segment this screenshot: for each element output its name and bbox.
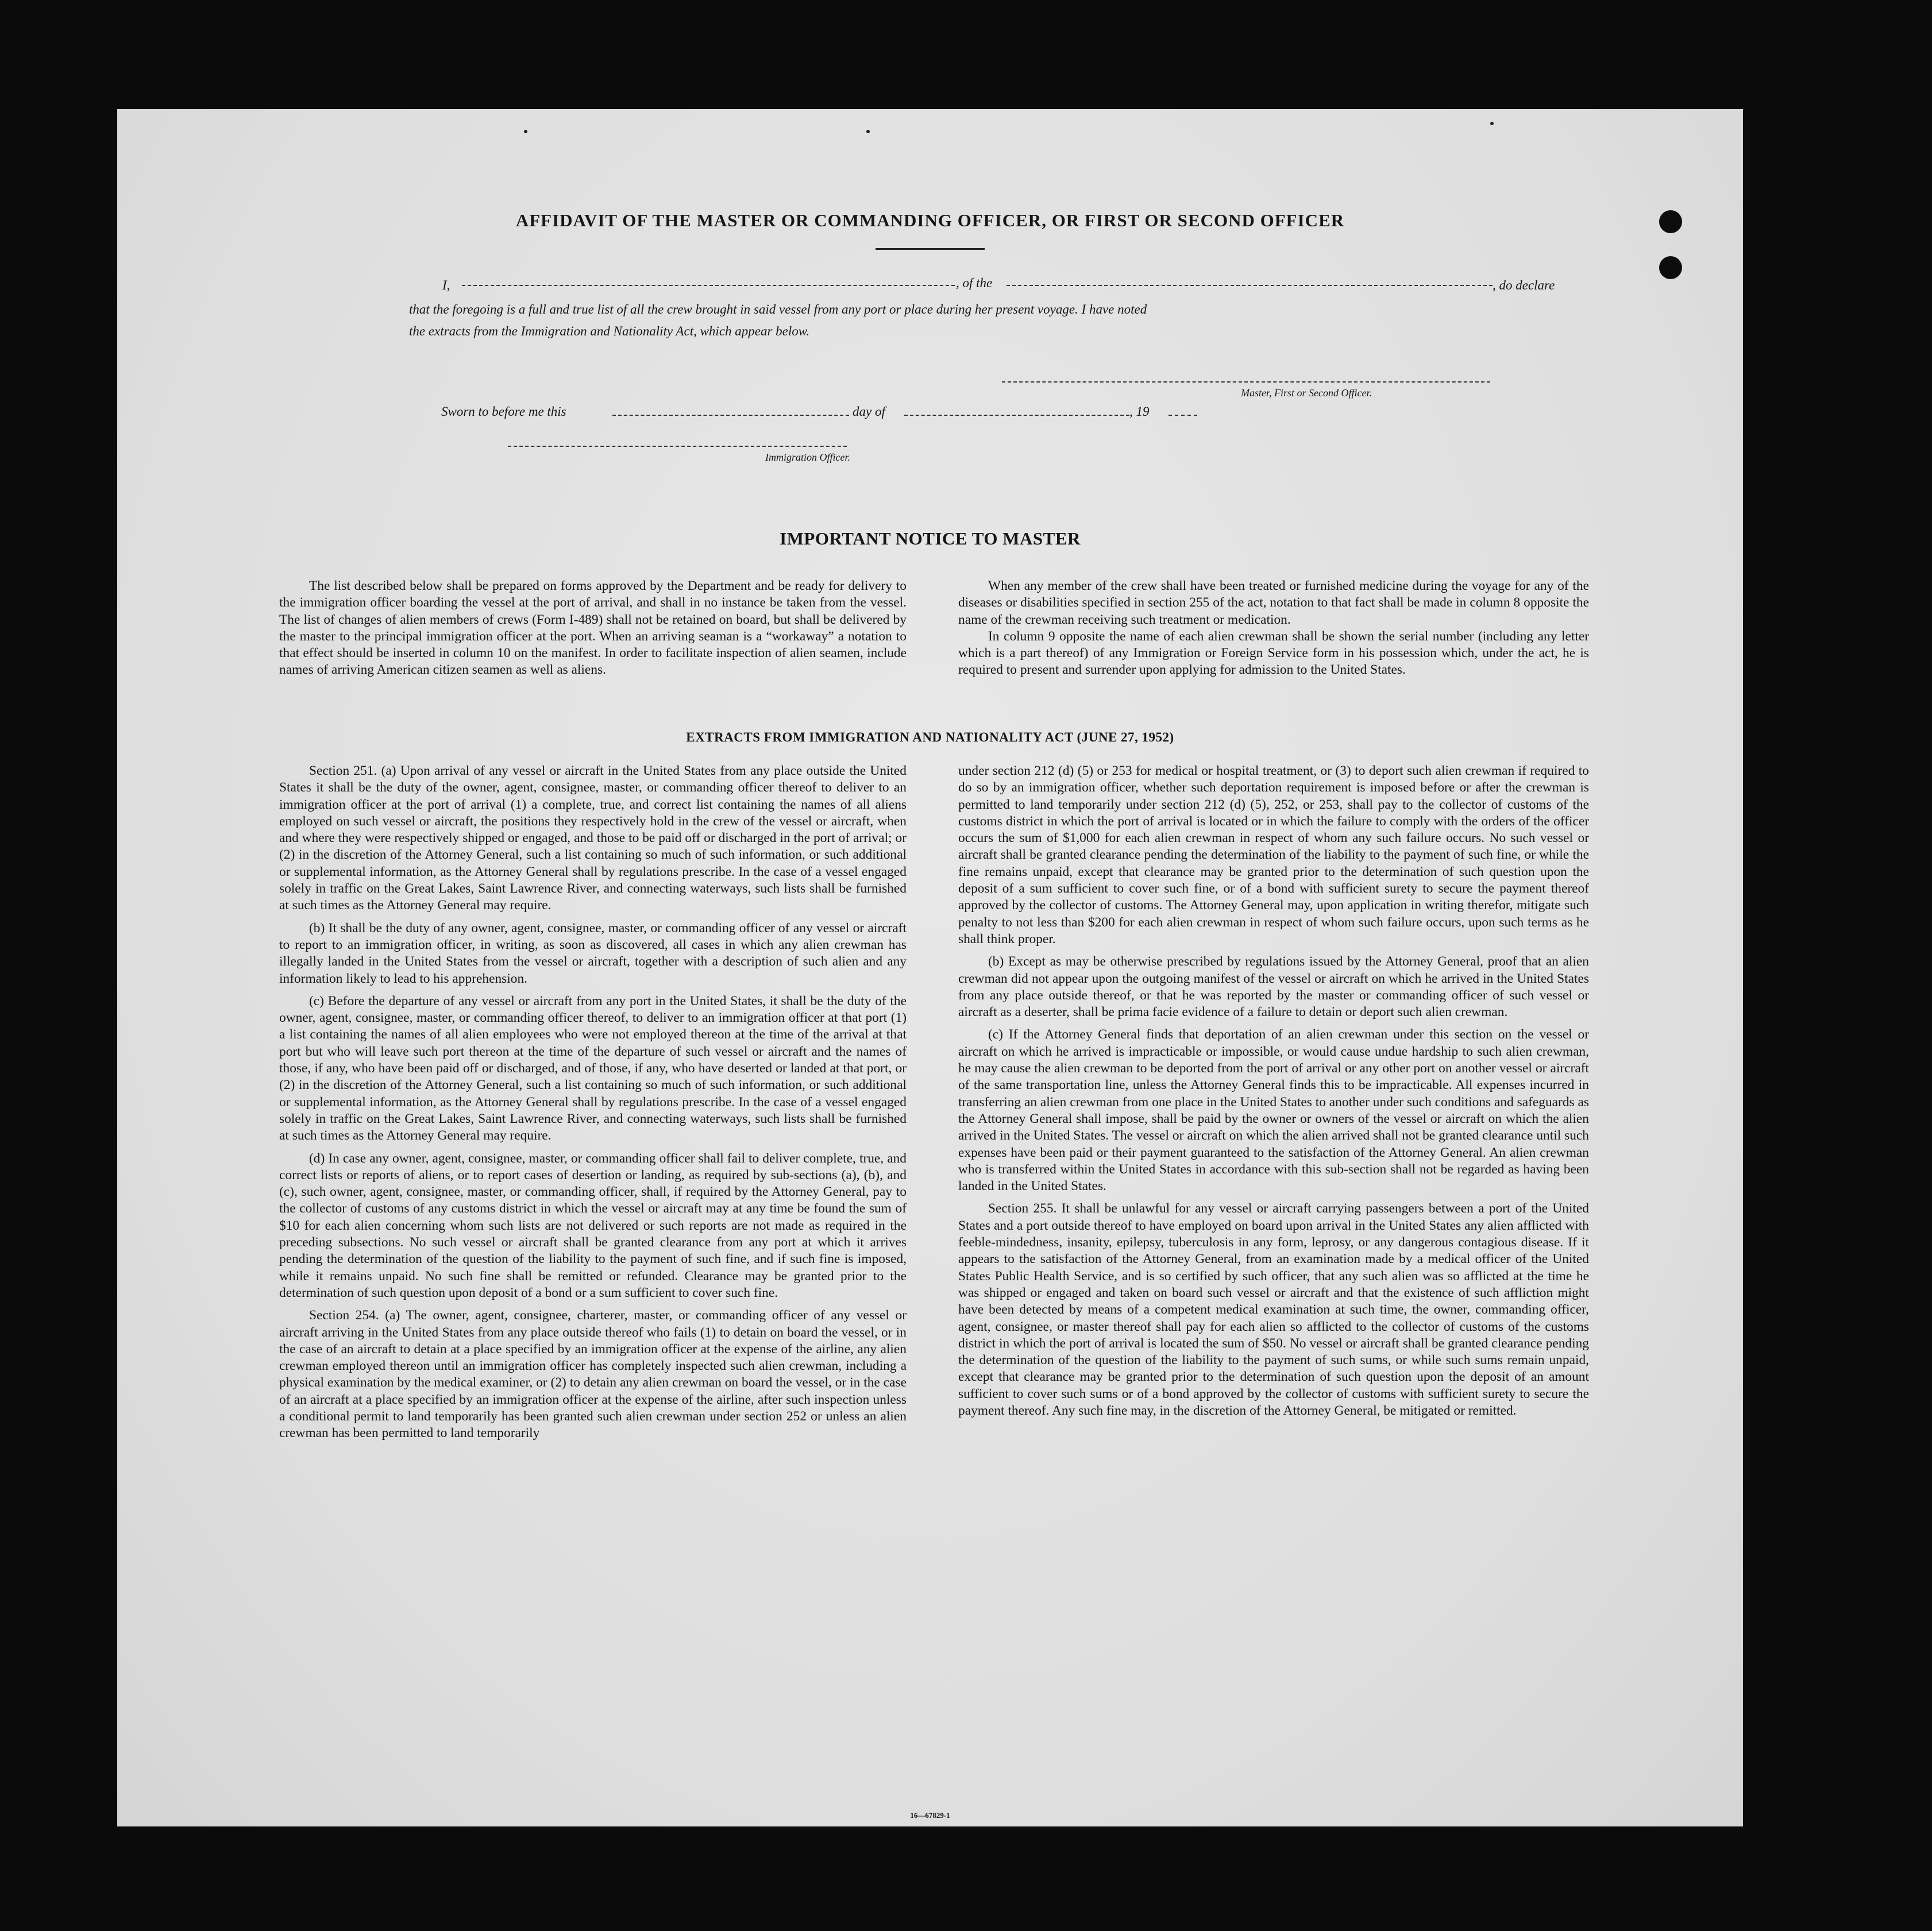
declaration-line-2: that the foregoing is a full and true list of all the crew brought in said vessel from any port or place during her present voyage. I have noted	[409, 302, 1147, 316]
notice-right-paragraph-2: In column 9 opposite the name of each alien crewman shall be shown the serial number (including any letter which is a part thereof) of any Immigration or Foreign Service form in his possession which, under the act, he is required to present and surrender upon applying for admission to the United States.	[958, 628, 1589, 678]
sworn-year-blank[interactable]	[1169, 415, 1197, 416]
extract-section-254c: (c) If the Attorney General finds that deportation of an alien crewman under this section on the vessel or aircraft on which he arrived is impracticable or impossible, or would cause undue hardship to such alien crewman, he may cause the alien crewman to be deported from the port of arrival or any other port on another vessel or aircraft of the same transportation line, unless the Attorney General finds this to be impracticable. All expenses incurred in transferring an alien crewman from one place in the United States to another under such conditions and safeguards as the Attorney General shall impose, shall be paid by the owner or owners of the vessel or aircraft on which the alien arrived in the United States. The vessel or aircraft on which the alien arrived shall not be granted clearance until such expenses have been paid or their payment guaranteed to the satisfaction of the Attorney General. An alien crewman who is transferred within the United States in accordance with this sub-section shall not be regarded as having been landed in the United States.	[958, 1027, 1589, 1194]
vessel-name-blank[interactable]	[1007, 285, 1493, 286]
sworn-label: Sworn to before me this	[441, 404, 566, 419]
extracts-title: EXTRACTS FROM IMMIGRATION AND NATIONALITY ACT (JUNE 27, 1952)	[686, 730, 1174, 744]
document-page	[117, 109, 1743, 1826]
extract-section-251a: Section 251. (a) Upon arrival of any vessel or aircraft in the United States from any place outside the United States it shall be the duty of the owner, agent, consignee, master, or commanding officer thereof to deliver to an immigration officer at the port of arrival (1) a complete, true, and correct list containing the names of all aliens employed on such vessel or aircraft, the positions they respectively hold in the crew of the vessel or aircraft, when and where they were respectively shipped or engaged, and those to be paid off or discharged in the port of arrival; or (2) in the discretion of the Attorney General, such a list containing so much of such information, or such additional or supplemental information, as the Attorney General shall by regulations prescribe. In the case of a vessel engaged solely in traffic on the Great Lakes, Saint Lawrence River, and connecting waterways, such lists shall be furnished at such times as the Attorney General may require.	[279, 763, 907, 913]
extract-section-251b: (b) It shall be the duty of any owner, agent, consignee, master, or commanding officer of any vessel or aircraft to report to an immigration officer, in writing, as soon as discovered, all cases in which any alien crewman has illegally landed in the United States from the vessel or aircraft, together with a description of such alien and any information likely to lead to his apprehension.	[279, 920, 907, 986]
notice-right-column	[958, 578, 1589, 685]
master-signature-line[interactable]	[1002, 381, 1490, 383]
extract-section-254a: Section 254. (a) The owner, agent, consignee, charterer, master, or commanding officer of any vessel or aircraft arriving in the United States from any place outside thereof who fails (1) to detain on board the vessel, or in the case of an aircraft to detain at a place specified by an immigration officer at the expense of the airline, any alien crewman employed thereon until an immigration officer has completely inspected such alien crewman, including a physical examination by the medical examiner, or (2) to detain any alien crewman on board the vessel, or in the case of an aircraft at a place specified by an immigration officer at the expense of the airline, after such inspection unless a conditional permit to land temporarily has been granted such alien crewman under section 252 or unless an alien crewman has been permitted to land temporarily	[279, 1308, 907, 1441]
do-declare-label: , do declare	[1493, 278, 1555, 292]
immigration-officer-label: Immigration Officer.	[765, 451, 850, 463]
speck	[866, 130, 870, 133]
notice-title: IMPORTANT NOTICE TO MASTER	[780, 528, 1081, 549]
sworn-month-blank[interactable]	[904, 415, 1129, 416]
extract-section-254a-continued: under section 212 (d) (5) or 253 for medical or hospital treatment, or (3) to deport such alien crewman if required to do so by an immigration officer, whether such deportation requirement is imposed before or after the crewman is permitted to land temporarily under section 212 (d) (5), 252, or 253, shall pay to the collector of customs of the customs district in which the port of arrival is located or in which the failure to comply with the orders of the officer occurs the sum of $1,000 for each alien crewman in respect of whom any such failure occurs. No such vessel or aircraft shall be granted clearance pending the determination of the liability to the payment of such fine, or while the fine remains unpaid, except that clearance may be granted prior to the determination of such question upon the deposit of a sum sufficient to cover such fine, or of a bond with sufficient surety to secure the payment thereof approved by the collector of customs. The Attorney General may, upon application in writing therefor, mitigate such penalty to not less than $200 for each alien crewman in respect of whom such failure occurs, upon such terms as he shall think proper.	[958, 763, 1589, 947]
extract-section-251d: (d) In case any owner, agent, consignee, master, or commanding officer shall fail to deliver complete, true, and correct lists or reports of aliens, or to report cases of desertion or landing, as required by sub-sections (a), (b), and (c), such owner, agent, consignee, master, or commanding officer, shall, if required by the Attorney General, pay to the collector of customs of any customs district in which the vessel or aircraft may at any time be found the sum of $10 for each alien concerning whom such lists are not delivered or such reports are not made as required in the preceding subsections. No such vessel or aircraft shall be granted clearance from any port at which it arrives pending the determination of the question of the liability to the payment of such fine, and if such fine is imposed, while it remains unpaid. No such fine shall be remitted or refunded. Clearance may be granted prior to the determination of such question upon deposit of a bond or a sum sufficient to cover such fine.	[279, 1150, 907, 1300]
of-the-label: , of the	[956, 276, 993, 290]
master-signature-label: Master, First or Second Officer.	[1241, 387, 1372, 399]
speck	[1490, 122, 1494, 125]
extracts-left-column	[279, 763, 907, 1442]
speck	[524, 130, 527, 133]
title-rule	[876, 248, 985, 250]
declaration-line-3: the extracts from the Immigration and Nationality Act, which appear below.	[409, 324, 810, 338]
declarant-name-blank[interactable]	[462, 285, 955, 286]
affidavit-title: AFFIDAVIT OF THE MASTER OR COMMANDING OFFICER, OR FIRST OR SECOND OFFICER	[515, 210, 1345, 230]
notice-right-paragraph-1: When any member of the crew shall have been treated or furnished medicine during the voyage for any of the diseases or disabilities specified in section 255 of the act, notation to that fact shall be made in column 8 opposite the name of the crewman receiving such treatment or medication.	[958, 578, 1589, 627]
immigration-officer-signature-line[interactable]	[508, 446, 847, 447]
extracts-right-column	[958, 763, 1589, 1425]
extract-section-255: Section 255. It shall be unlawful for any vessel or aircraft carrying passengers between a port of the United States and a port outside thereof to have employed on board upon arrival in the United States any alien afflicted with feeble-mindedness, insanity, epilepsy, tuberculosis in any form, leprosy, or any dangerous contagious disease. If it appears to the satisfaction of the Attorney General, from an examination made by a medical officer of the United States Public Health Service, and is so certified by such officer, that any such alien was so afflicted at the time he was shipped or engaged and taken on board such vessel or aircraft and that the existence of such affliction might have been detected by means of a competent medical examination at such time, the owner, commanding officer, agent, consignee, or master thereof shall pay for each alien so afflicted to the collector of customs of the customs district in which the port of arrival is located the sum of $50. No vessel or aircraft shall be granted clearance pending the determination of the question of the liability to the payment of such sums, or while such sums remain unpaid, except that clearance may be granted prior to the determination of such question upon the deposit of an amount sufficient to cover such sums or of a bond approved by the collector of customs with sufficient surety to secure the payment thereof. Any such fine may, in the discretion of the Attorney General, be mitigated or remitted.	[958, 1201, 1589, 1418]
declarant-prefix: I,	[442, 278, 450, 292]
punch-hole	[1659, 256, 1682, 279]
notice-left-paragraph: The list described below shall be prepared on forms approved by the Department and be ready for delivery to the immigration officer boarding the vessel at the port of arrival, and shall in no instance be taken from the vessel. The list of changes of alien members of crews (Form I-489) shall not be retained on board, but shall be delivered by the master to the principal immigration officer at the port. When an arriving seaman is a “workaway” a notation to that effect should be inserted in column 10 on the manifest. In order to facilitate inspection of alien seamen, include names of arriving American citizen seamen as well as aliens.	[279, 578, 907, 678]
form-number: 16—67829-1	[910, 1811, 950, 1820]
notice-left-column	[279, 578, 907, 685]
sworn-day-blank[interactable]	[612, 415, 849, 416]
extract-section-254b: (b) Except as may be otherwise prescribed by regulations issued by the Attorney General, proof that an alien crewman did not appear upon the outgoing manifest of the vessel or aircraft on which he arrived in the United States from any place outside thereof, or that he was reported by the master or commanding officer of such vessel or aircraft as a deserter, shall be prima facie evidence of a failure to detain or deport such alien crewman.	[958, 954, 1589, 1020]
bleed-through-text	[439, 431, 446, 445]
day-of-label: day of	[853, 404, 885, 419]
year-label: , 19	[1129, 404, 1150, 419]
extract-section-251c: (c) Before the departure of any vessel or aircraft from any port in the United States, it shall be the duty of the owner, agent, consignee, master, or commanding officer thereof, to deliver to an immigration officer at that port (1) a list containing the names of all alien employees who were not employed thereon at the time of the arrival at that port but who will leave such port thereon at the time of the departure of such vessel or aircraft and the names of those, if any, who have been paid off or discharged, and of those, if any, who have deserted or landed at that port, or (2) in the discretion of the Attorney General, such a list containing so much of such information, or such additional or supplemental information, as the Attorney General shall by regulations prescribe. In the case of a vessel engaged solely in traffic on the Great Lakes, Saint Lawrence River, and connecting waterways, such lists shall be furnished at such times as the Attorney General may require.	[279, 993, 907, 1144]
